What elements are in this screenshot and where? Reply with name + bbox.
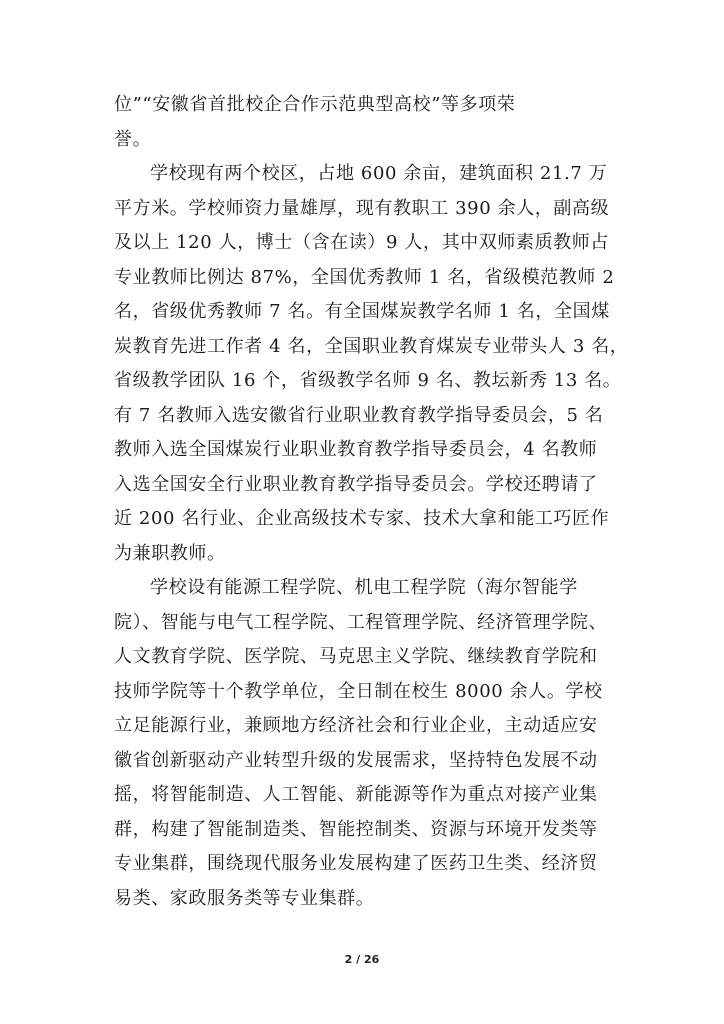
text-line: 及以上 120 人，博士（含在读）9 人，其中双师素质教师占	[114, 232, 609, 253]
text-line: 立足能源行业，兼顾地方经济社会和行业企业，主动适应安	[114, 715, 598, 736]
text-line: 院）、智能与电气工程学院、工程管理学院、经济管理学院、	[114, 611, 608, 633]
text-line: 技师学院等十个教学单位，全日制在校生 8000 余人。学校	[114, 680, 603, 702]
text-line: 誉。	[114, 128, 152, 150]
text-line: 入选全国安全行业职业教育教学指导委员会。学校还聘请了	[114, 473, 598, 495]
text-line: 专业集群，围绕现代服务业发展构建了医药卫生类、经济贸	[114, 853, 598, 874]
text-line: 摇，将智能制造、人工智能、新能源等作为重点对接产业集	[114, 784, 598, 805]
text-line: 平方米。学校师资力量雄厚，现有教职工 390 余人，副高级	[114, 197, 610, 219]
text-line: 易类、家政服务类等专业集群。	[114, 887, 375, 909]
page-number: 2 / 26	[344, 953, 380, 966]
text-line: 专业教师比例达 87%，全国优秀教师 1 名，省级模范教师 2	[114, 266, 615, 288]
text-line: 群，构建了智能制造类、智能控制类、资源与环境开发类等	[114, 818, 598, 840]
paragraph-start-line: 学校设有能源工程学院、机电工程学院（海尔智能学	[150, 577, 578, 598]
text-line: 有 7 名教师入选安徽省行业职业教育教学指导委员会，5 名	[114, 404, 604, 426]
paragraph-start-line: 学校现有两个校区，占地 600 余亩，建筑面积 21.7 万	[150, 163, 608, 184]
text-line: 名，省级优秀教师 7 名。有全国煤炭教学名师 1 名，全国煤	[114, 301, 610, 322]
text-line: 教师入选全国煤炭行业职业教育教学指导委员会，4 名教师	[114, 439, 598, 460]
text-line: 近 200 名行业、企业高级技术专家、技术大拿和能工巧匠作	[114, 508, 610, 529]
text-line: 位”“安徽省首批校企合作示范典型高校”等多项荣	[114, 94, 516, 115]
text-line: 炭教育先进工作者 4 名，全国职业教育煤炭专业带头人 3 名，	[114, 335, 629, 357]
text-line: 徽省创新驱动产业转型升级的发展需求，坚持特色发展不动	[114, 749, 598, 771]
text-line: 人文教育学院、医学院、马克思主义学院、继续教育学院和	[114, 646, 598, 667]
body-text	[114, 88, 629, 916]
text-line: 省级教学团队 16 个，省级教学名师 9 名、教坛新秀 13 名。	[114, 370, 622, 391]
text-line: 为兼职教师。	[114, 542, 226, 564]
